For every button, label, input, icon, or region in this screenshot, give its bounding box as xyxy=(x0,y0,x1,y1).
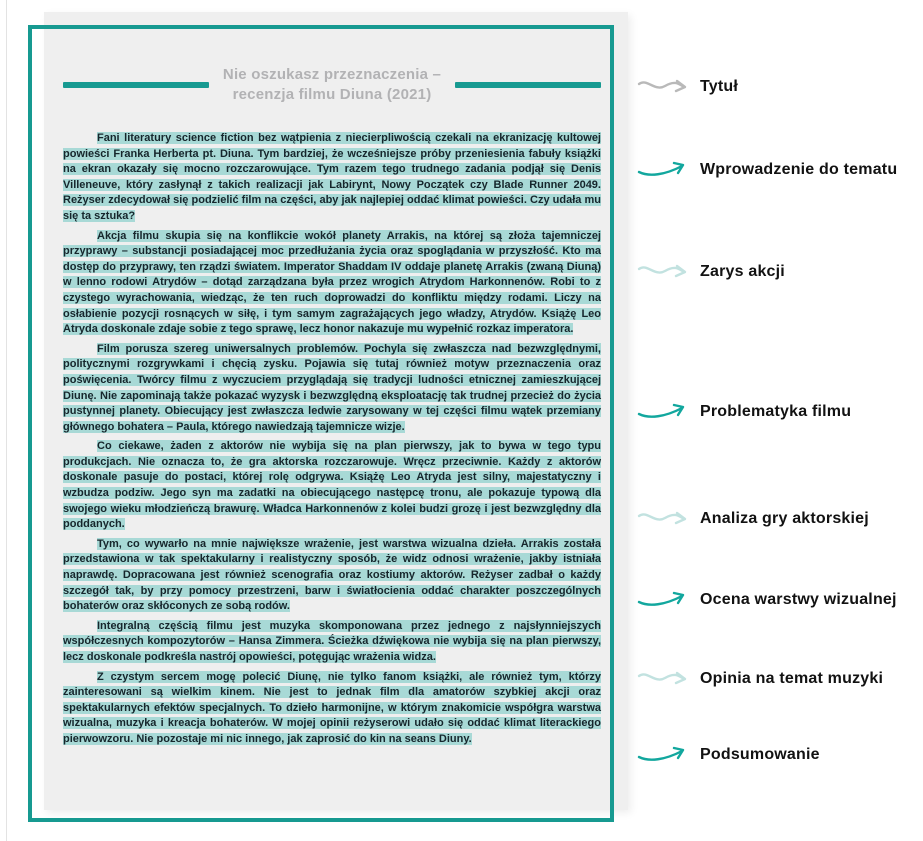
highlighted-text: Akcja filmu skupia się na konflikcie wokół planety Arrakis, na której są złoża tajemniczej przyprawy – substancji posiadającej moc przedłużania życia oraz spoglądania w przyszłość. Kto ma dostęp do przyprawy, ten rządzi światem. Imperator Shaddam IV oddaje planetę Arrakis (zwaną Diuną) w lenno rodowi Atrydów – dotąd zarządzana była przez wrogich Atrydom Harkonnenów. Robi to z czystego wyrachowania, wiedząc, że ten ruch doprowadzi do konfliktu między rodami. Liczy na osłabienie pozycji rosnących w siłę, i tym samym zagrażających jego władzy, Atrydów. Książę Leo Atryda doskonale zdaje sobie z tego sprawę, lecz honor nakazuje mu wypełnić rozkaz imperatora. xyxy=(63,229,601,336)
paragraph-introduction xyxy=(63,131,601,225)
wavy-arrow-icon xyxy=(637,508,689,530)
curved-arrow-icon xyxy=(637,589,689,611)
paragraph-music xyxy=(63,619,601,666)
annotation-themes xyxy=(637,401,851,423)
paragraph-visuals xyxy=(63,537,601,615)
annotation-label: Analiza gry aktorskiej xyxy=(700,510,869,527)
page-edge-line xyxy=(6,0,7,841)
paragraph-summary xyxy=(63,670,601,748)
annotation-label: Ocena warstwy wizualnej xyxy=(700,591,897,608)
annotation-music xyxy=(637,668,883,690)
paragraph-themes xyxy=(63,342,601,436)
annotation-label: Podsumowanie xyxy=(700,746,820,763)
annotation-acting xyxy=(637,508,869,530)
wavy-arrow-icon xyxy=(637,668,689,690)
annotation-label: Wprowadzenie do tematu xyxy=(700,161,898,178)
curved-arrow-icon xyxy=(637,401,689,423)
curved-arrow-icon xyxy=(637,744,689,766)
annotation-label: Problematyka filmu xyxy=(700,403,852,420)
document-title xyxy=(223,65,441,105)
highlighted-text: Z czystym sercem mogę polecić Diunę, nie tylko fanom książki, ale również tym, którzy zainteresowani są wielkim kinem. Nie jest to jednak film dla amatorów szybkiej akcji oraz spektakularnych efektów specjalnych. To dzieło harmonijne, w którym znakomicie współgra warstwa wizualna, muzyka i kreacja bohaterów. W mojej opinii reżyserowi udało się oddać klimat literackiego pierwowzoru. Nie pozostaje mi nic innego, jak zaprosić do kin na seans Diuny. xyxy=(63,670,601,745)
document-title-line2: recenzja filmu Diuna (2021) xyxy=(232,86,432,103)
curved-arrow-icon xyxy=(637,159,689,181)
highlighted-text: Film porusza szereg uniwersalnych problemów. Pochyla się zwłaszcza nad bezwzględnymi, politycznymi rozgrywkami i chęcią zysku. Pojawia się tutaj również motyw przeznaczenia oraz poświęcenia. Twórcy filmu z wyczuciem przyglądają się tradycji ludności etnicznej zamieszkującej Diunę. Nie zapominają także pokazać wyzysk i bezwzględną eksploatację tak trudnej przecież do życia pustynnej planety. Obiecujący jest zwłaszcza ledwie zarysowany w tej części filmu wątek przemiany głównego bohatera – Paula, którego nawiedzają tajemnicze wizje. xyxy=(63,342,601,433)
highlighted-text: Co ciekawe, żaden z aktorów nie wybija się na plan pierwszy, jak to bywa w tego typu produkcjach. Nie oznacza to, że gra aktorska rozczarowuje. Wręcz przeciwnie. Każdy z aktorów doskonale pasuje do postaci, której rolę odgrywa. Książę Leo Atryda jest silny, majestatyczny i wzbudza podziw. Jego syn ma zadatki na obiecującego następcę tronu, ale pokazuje typową dla swojego wieku młodzieńczą brawurę. Władca Harkonnenów z kolei budzi grozę i jest bezwzględny dla poddanych. xyxy=(63,440,601,531)
review-body xyxy=(63,131,601,748)
wavy-arrow-icon xyxy=(637,261,689,283)
annotation-label: Tytuł xyxy=(700,78,739,95)
highlighted-text: Fani literatury science fiction bez wątpienia z niecierpliwością czekali na ekranizację kultowej powieści Franka Herberta pt. Diuna. Tym bardziej, że wcześniejsze próby przeniesienia fabuły książki na ekran okazały się mocno rozczarowujące. Tym razem tego trudnego zadania podjął się Denis Villeneuve, który zasłynął z takich realizacji jak Labirynt, Nowy Początek czy Blade Runner 2049. Reżyser zdecydował się podzielić film na części, aby jak najlepiej oddać klimat powieści. Czy udała mu się ta sztuka? xyxy=(63,132,601,222)
annotation-introduction xyxy=(637,159,897,181)
document-content xyxy=(63,60,601,752)
annotation-summary xyxy=(637,744,820,766)
paragraph-acting xyxy=(63,439,601,533)
highlighted-text: Integralną częścią filmu jest muzyka skomponowana przez jednego z najsłynniejszych współczesnych kompozytorów – Hansa Zimmera. Ścieżka dźwiękowa nie wybija się na plan pierwszy, lecz doskonale podkreśla nastrój opowieści, potęgując wrażenia widza. xyxy=(63,619,601,663)
title-divider-left xyxy=(63,82,209,88)
annotation-visuals xyxy=(637,589,897,611)
document-title-line1: Nie oszukasz przeznaczenia – xyxy=(222,66,442,83)
annotation-label: Opinia na temat muzyki xyxy=(700,670,884,687)
title-divider-right xyxy=(455,82,601,88)
annotation-plot-outline xyxy=(637,261,785,283)
document-title-block xyxy=(63,65,601,105)
paragraph-plot-outline xyxy=(63,229,601,338)
highlighted-text: Tym, co wywarło na mnie największe wrażenie, jest warstwa wizualna dzieła. Arrakis została przedstawiona w tak spektakularny i realistyczny sposób, że widz odnosi wrażenie, jakby istniała naprawdę. Dopracowana jest również scenografia oraz kostiumy aktorów. Reżyser zadbał o każdy szczegół tak, by przy pomocy przestrzeni, barw i światłocienia oddać charakter poszczególnych bohaterów oraz skłóconych ze sobą rodów. xyxy=(63,537,601,613)
wavy-arrow-icon xyxy=(637,76,689,98)
annotation-label: Zarys akcji xyxy=(700,263,785,280)
annotation-title xyxy=(637,76,738,98)
